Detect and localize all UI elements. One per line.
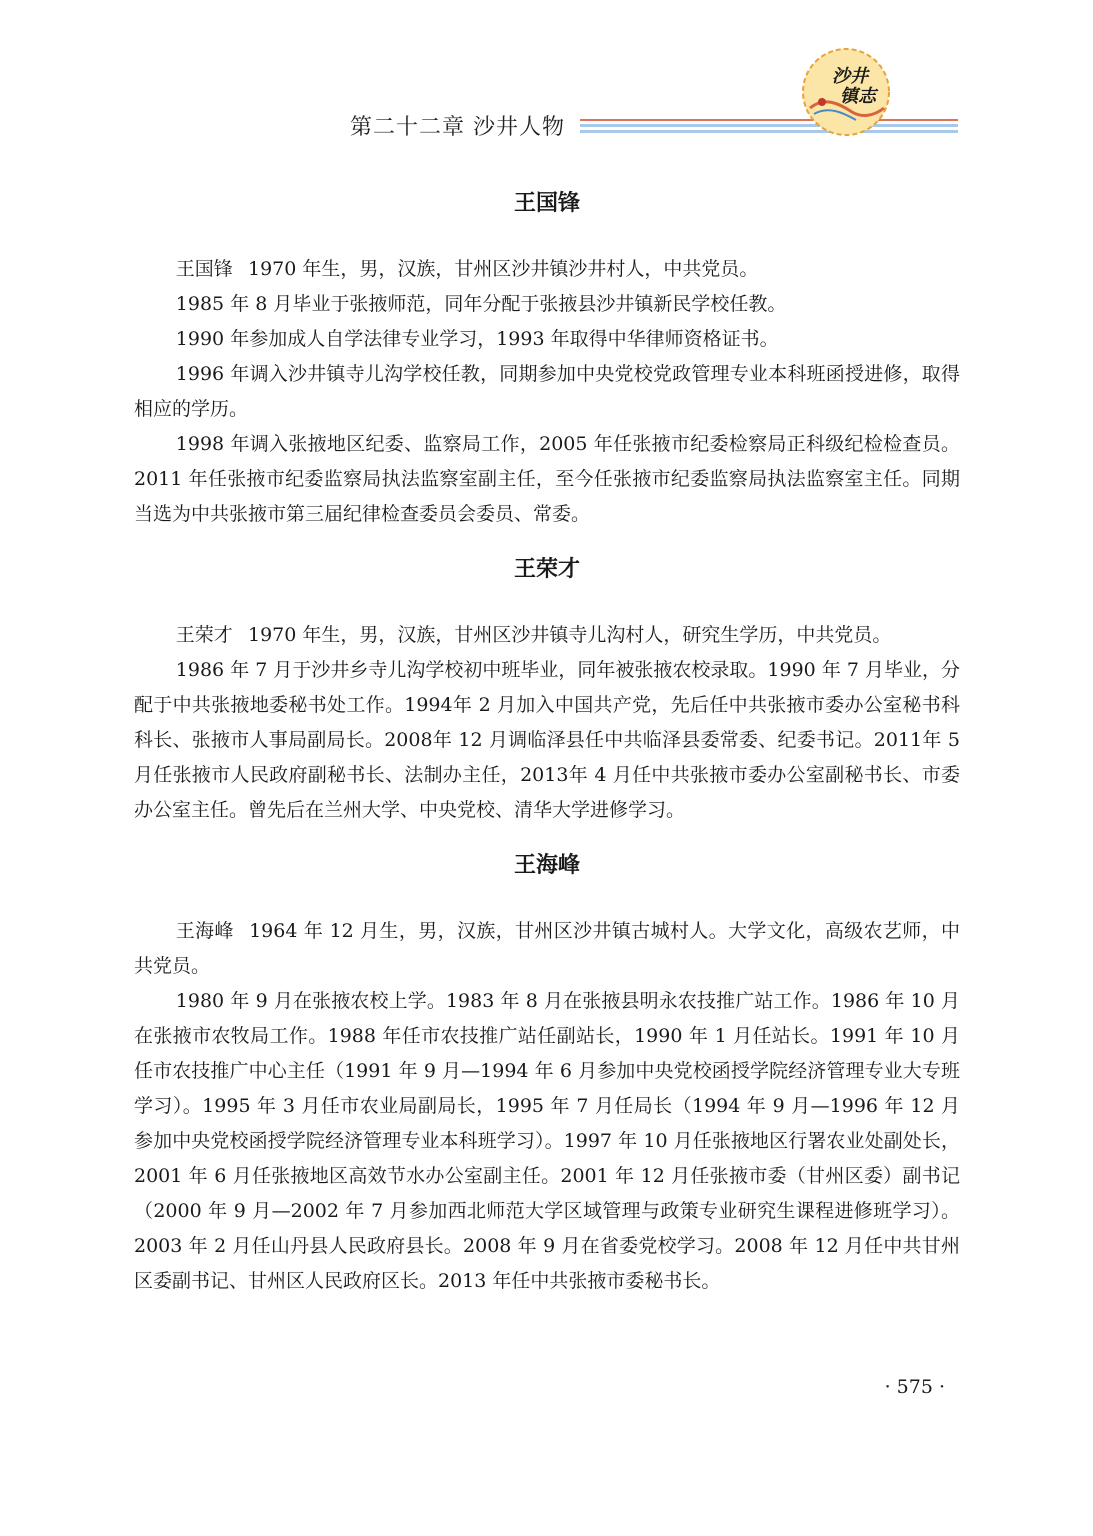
page-header	[0, 0, 1093, 150]
paragraph: 1986 年 7 月于沙井乡寺儿沟学校初中班毕业，同年被张掖农校录取。1990 年 7 月毕业，分配于中共张掖地委秘书处工作。1994年 2 月加入中国共产党，先后任中共张掖市委办公室秘书科科长、张掖市人事局副局长。2008年 12 月调临泽县任中共临泽县委常委、纪委书记。2011年 5 月任张掖市人民政府副秘书长、法制办主任，2013年 4 月任中共张掖市委办公室副秘书长、市委办公室主任。曾先后在兰州大学、中央党校、清华大学进修学习。	[134, 659, 960, 821]
chapter-title: 第二十二章 沙井人物	[350, 115, 565, 140]
section-title: 王国锋	[513, 191, 580, 216]
paragraph: 1996 年调入沙井镇寺儿沟学校任教，同期参加中央党校党政管理专业本科班函授进修，取得相应的学历。	[134, 363, 960, 420]
paragraph: 1985 年 8 月毕业于张掖师范，同年分配于张掖县沙井镇新民学校任教。	[175, 293, 787, 315]
seal-line-2: 镇志	[840, 86, 876, 107]
section-wang-guofeng	[134, 188, 960, 532]
name-lead: 王海峰	[175, 920, 234, 942]
header-rule-blue-1	[580, 124, 958, 127]
header-rule-red	[580, 119, 958, 121]
paragraph: 1998 年调入张掖地区纪委、监察局工作，2005 年任张掖市纪委检察局正科级纪检检查员。2011 年任张掖市纪委监察局执法监察室副主任，至今任张掖市纪委监察局执法监察室主任。同期当选为中共张掖市第三届纪律检查委员会委员、常委。	[134, 433, 960, 525]
name-lead: 王荣才	[175, 624, 233, 646]
paragraph	[134, 914, 960, 984]
section-wang-rongcai	[134, 554, 960, 828]
section-title: 王荣才	[513, 557, 580, 582]
page-number: · 575 ·	[884, 1376, 945, 1398]
paragraph-text: 1970 年生，男，汉族，甘州区沙井镇寺儿沟村人，研究生学历，中共党员。	[248, 624, 892, 646]
paragraph-text: 1964 年 12 月生，男，汉族，甘州区沙井镇古城村人。大学文化，高级农艺师，中共党员。	[134, 920, 960, 977]
name-lead: 王国锋	[175, 258, 233, 280]
paragraph-text: 1970 年生，男，汉族，甘州区沙井镇沙井村人，中共党员。	[248, 258, 759, 280]
header-rule-blue-2	[580, 130, 958, 133]
paragraph	[134, 252, 960, 287]
paragraph: 1980 年 9 月在张掖农校上学。1983 年 8 月在张掖县明永农技推广站工作。1986 年 10 月在张掖市农牧局工作。1988 年任市农技推广站任副站长，1990 年 1 月任站长。1991 年 10 月任市农技推广中心主任（1991 年 9 月—1994 年 6 月参加中央党校函授学院经济管理专业大专班学习）。1995 年 3 月任市农业局副局长，1995 年 7 月任局长（1994 年 9 月—1996 年 12 月参加中央党校函授学院经济管理专业本科班学习）。1997 年 10 月任张掖地区行署农业处副处长，2001 年 6 月任张掖地区高效节水办公室副主任。2001 年 12 月任张掖市委（甘州区委）副书记（2000 年 9 月—2002 年 7 月参加西北师范大学区域管理与政策专业研究生课程进修班学习）。2003 年 2 月任山丹县人民政府县长。2008 年 9 月在省委党校学习。2008 年 12 月任中共甘州区委副书记、甘州区人民政府区长。2013 年任中共张掖市委秘书长。	[134, 990, 960, 1292]
page-body	[134, 188, 960, 1321]
town-gazetteer-seal-icon	[800, 46, 892, 138]
section-wang-haifeng	[134, 850, 960, 1299]
section-title: 王海峰	[513, 853, 580, 878]
paragraph	[134, 618, 960, 653]
seal-line-1: 沙井	[832, 66, 868, 87]
paragraph: 1990 年参加成人自学法律专业学习，1993 年取得中华律师资格证书。	[175, 328, 779, 350]
